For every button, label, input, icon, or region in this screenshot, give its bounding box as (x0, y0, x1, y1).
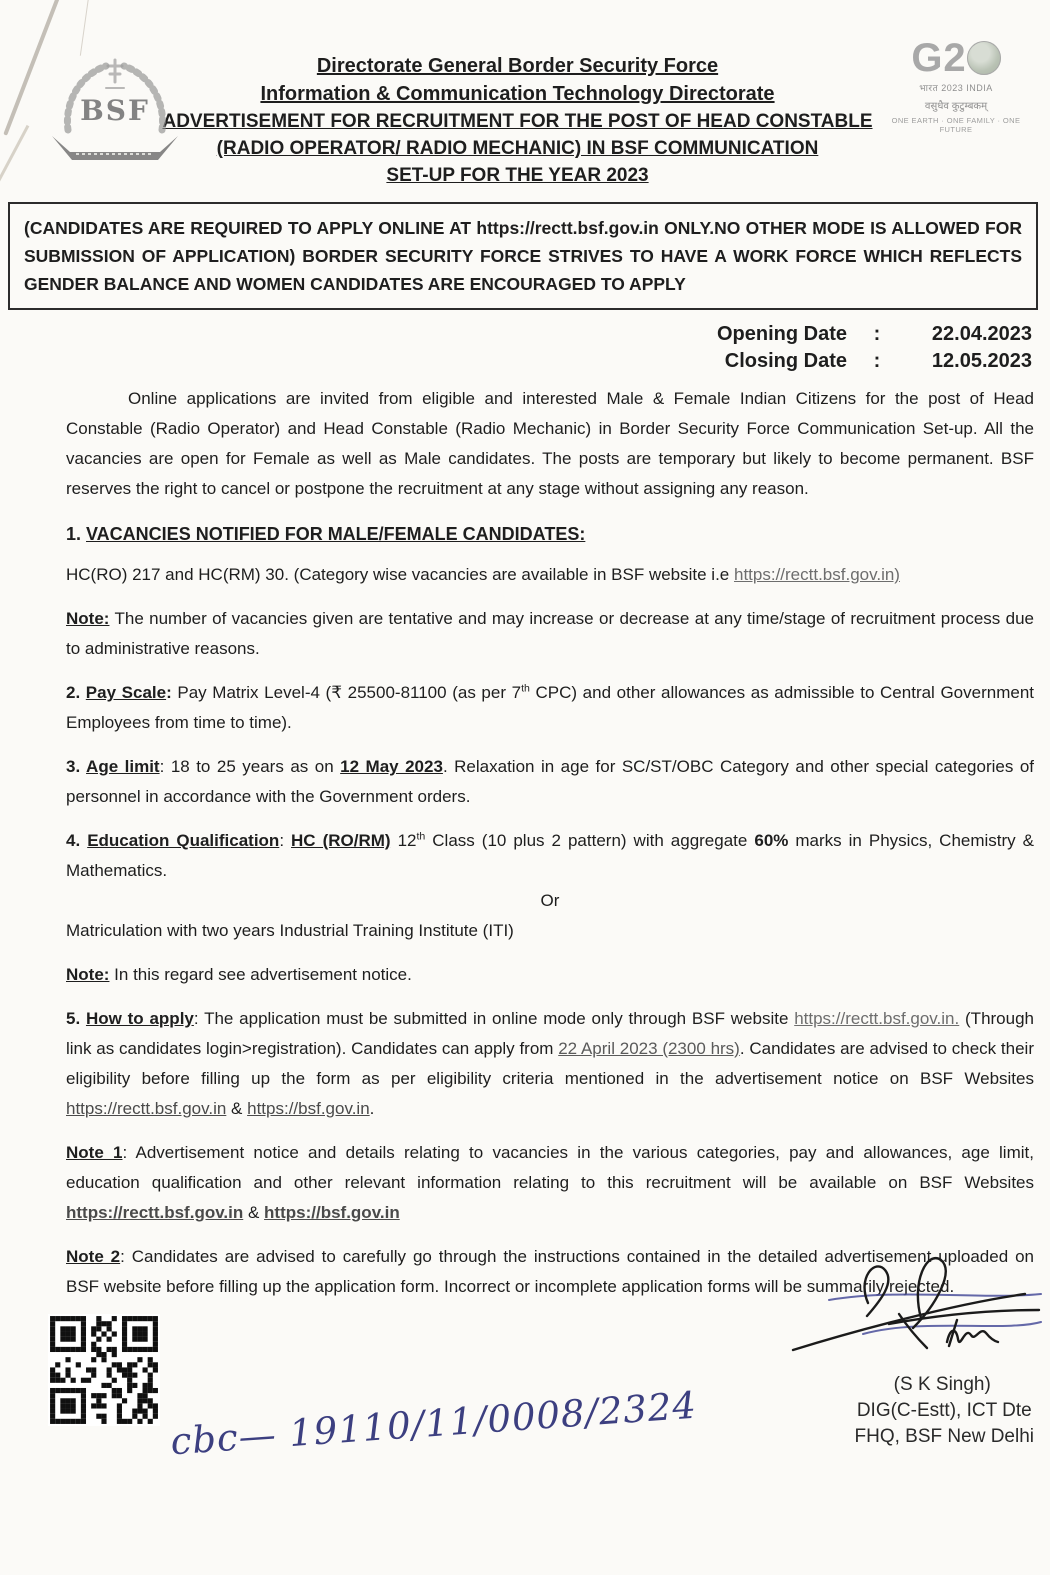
signature-ink (771, 1248, 1046, 1383)
vacancies-note: Note: The number of vacancies given are tentative and may increase or decrease at any time/stage of recruitment process due to administrative reasons. (66, 609, 1034, 658)
closing-date-value: 12.05.2023 (931, 350, 1032, 372)
document-header (150, 0, 885, 189)
advert-title-line1: ADVERTISEMENT FOR RECRUITMENT FOR THE POST OF HEAD CONSTABLE (162, 111, 873, 132)
g20-india-line: भारत 2023 INDIA (919, 83, 993, 93)
closing-date-label: Closing Date (724, 350, 847, 372)
signatory-title: DIG(C-Estt), ICT Dte (856, 1400, 1032, 1421)
g20-tagline: ONE EARTH · ONE FAMILY · ONE FUTURE (891, 116, 1021, 134)
section2-pay-scale: 2. Pay Scale: Pay Matrix Level-4 (₹ 25500-81100 (as per 7th CPC) and other allowances as admissible to Central Government Employees from time to time). (66, 682, 1034, 732)
opening-date-colon: : (873, 323, 881, 345)
note-1: Note 1: Advertisement notice and details relating to vacancies in the various categories, pay and allowances, age limit, education qualification and other relevant information relating to this recruitment will be available on BSF Websites https://rectt.bsf.gov.in & https://bsf.gov.in (66, 1143, 1034, 1222)
advert-title-line3: SET-UP FOR THE YEAR 2023 (386, 165, 649, 186)
bsf-ribbon (52, 136, 178, 160)
rectt-bsf-link: https://rectt.bsf.gov.in (66, 1203, 244, 1222)
section3-age-limit: 3. Age limit: 18 to 25 years as on 12 May 2023. Relaxation in age for SC/ST/OBC Category and other special categories of personnel in accordance with the Government orders. (66, 757, 1034, 806)
closing-date-colon: : (873, 350, 881, 372)
opening-date-row (667, 322, 1032, 347)
org-name-line1: Directorate General Border Security Force (316, 55, 719, 77)
org-name-line2: Information & Communication Technology Directorate (260, 83, 775, 105)
signatory-org: FHQ, BSF New Delhi (854, 1426, 1034, 1447)
note-2: Note 2: Candidates are advised to carefully go through the instructions contained in the detailed advertisement uploaded on BSF website before filling up the application form. Incorrect or incomplete application forms will be summarily rejected. (66, 1247, 1034, 1296)
apply-online-notice-box: (CANDIDATES ARE REQUIRED TO APPLY ONLINE AT https://rectt.bsf.gov.in ONLY.NO OTHER MODE IS ALLOWED FOR SUBMISSION OF APPLICATION) BORDER SECURITY FORCE STRIVES TO HAVE A WORK FORCE WHICH REFLECTS GENDER BALANCE AND WOMEN CANDIDATES ARE ENCOURAGED TO APPLY (8, 202, 1038, 310)
education-alternative: Matriculation with two years Industrial Training Institute (ITI) (66, 921, 514, 940)
bsf-gov-link: https://bsf.gov.in (264, 1203, 400, 1222)
section1-body: HC(RO) 217 and HC(RM) 30. (Category wise vacancies are available in BSF website i.e https://rectt.bsf.gov.in) (66, 565, 900, 584)
advert-title-line2: (RADIO OPERATOR/ RADIO MECHANIC) IN BSF COMMUNICATION (216, 138, 819, 159)
signatory-block (855, 1372, 1034, 1450)
apply-from-date: 22 April 2023 (2300 hrs) (558, 1039, 740, 1058)
education-or-separator: Or (540, 891, 560, 910)
rectt-bsf-link: https://rectt.bsf.gov.in. (794, 1009, 960, 1028)
g20-logo-text: G2 (876, 38, 1036, 78)
g20-logo (876, 38, 1036, 134)
signatory-name: (S K Singh) (893, 1374, 991, 1395)
handwritten-file-reference: cbc— 19110/11/0008/2324 (169, 1383, 699, 1464)
closing-date-row (667, 349, 1032, 374)
bsf-gov-link: https://bsf.gov.in (247, 1099, 370, 1118)
section5-how-to-apply: 5. How to apply: The application must be submitted in online mode only through BSF website https://rectt.bsf.gov.in. (Through link as candidates login>registration). Candidates can apply from 22 April 2023 (2300 hrs). Candidates are advised to check their eligibility before filling up the form as per eligibility criteria mentioned in the advertisement notice on BSF Websites https://rectt.bsf.gov.in & https://bsf.gov.in. (66, 1009, 1034, 1118)
g20-motto: वसुधैव कुटुम्बकम् (924, 101, 988, 112)
qr-code (48, 1314, 160, 1426)
opening-date-value: 22.04.2023 (931, 323, 1032, 345)
g20-globe-icon (967, 41, 1001, 75)
bsf-logo-text: BSF (80, 94, 150, 127)
bsf-emblem-logo (40, 48, 190, 173)
education-note: Note: In this regard see advertisement notice. (66, 965, 412, 984)
section4-education: 4. Education Qualification: HC (RO/RM) 12th Class (10 plus 2 pattern) with aggregate 60% marks in Physics, Chemistry & Mathematics. (66, 830, 1035, 880)
opening-date-label: Opening Date (716, 323, 847, 345)
section1-heading: 1. VACANCIES NOTIFIED FOR MALE/FEMALE CANDIDATES: (66, 524, 586, 544)
document-footer (0, 1306, 1050, 1496)
dates-block (0, 322, 1032, 374)
rectt-bsf-link: https://rectt.bsf.gov.in (66, 1099, 227, 1118)
rectt-bsf-link: https://rectt.bsf.gov.in) (733, 565, 900, 584)
intro-paragraph: Online applications are invited from eligible and interested Male & Female Indian Citizens for the post of Head Constable (Radio Operator) and Head Constable (Radio Mechanic) in Border Security Force Communication Set-up. All the vacancies are open for Female as well as Male candidates. The posts are temporary but likely to become permanent. BSF reserves the right to cancel or postpone the recruitment at any stage without assigning any reason. (66, 389, 1034, 498)
